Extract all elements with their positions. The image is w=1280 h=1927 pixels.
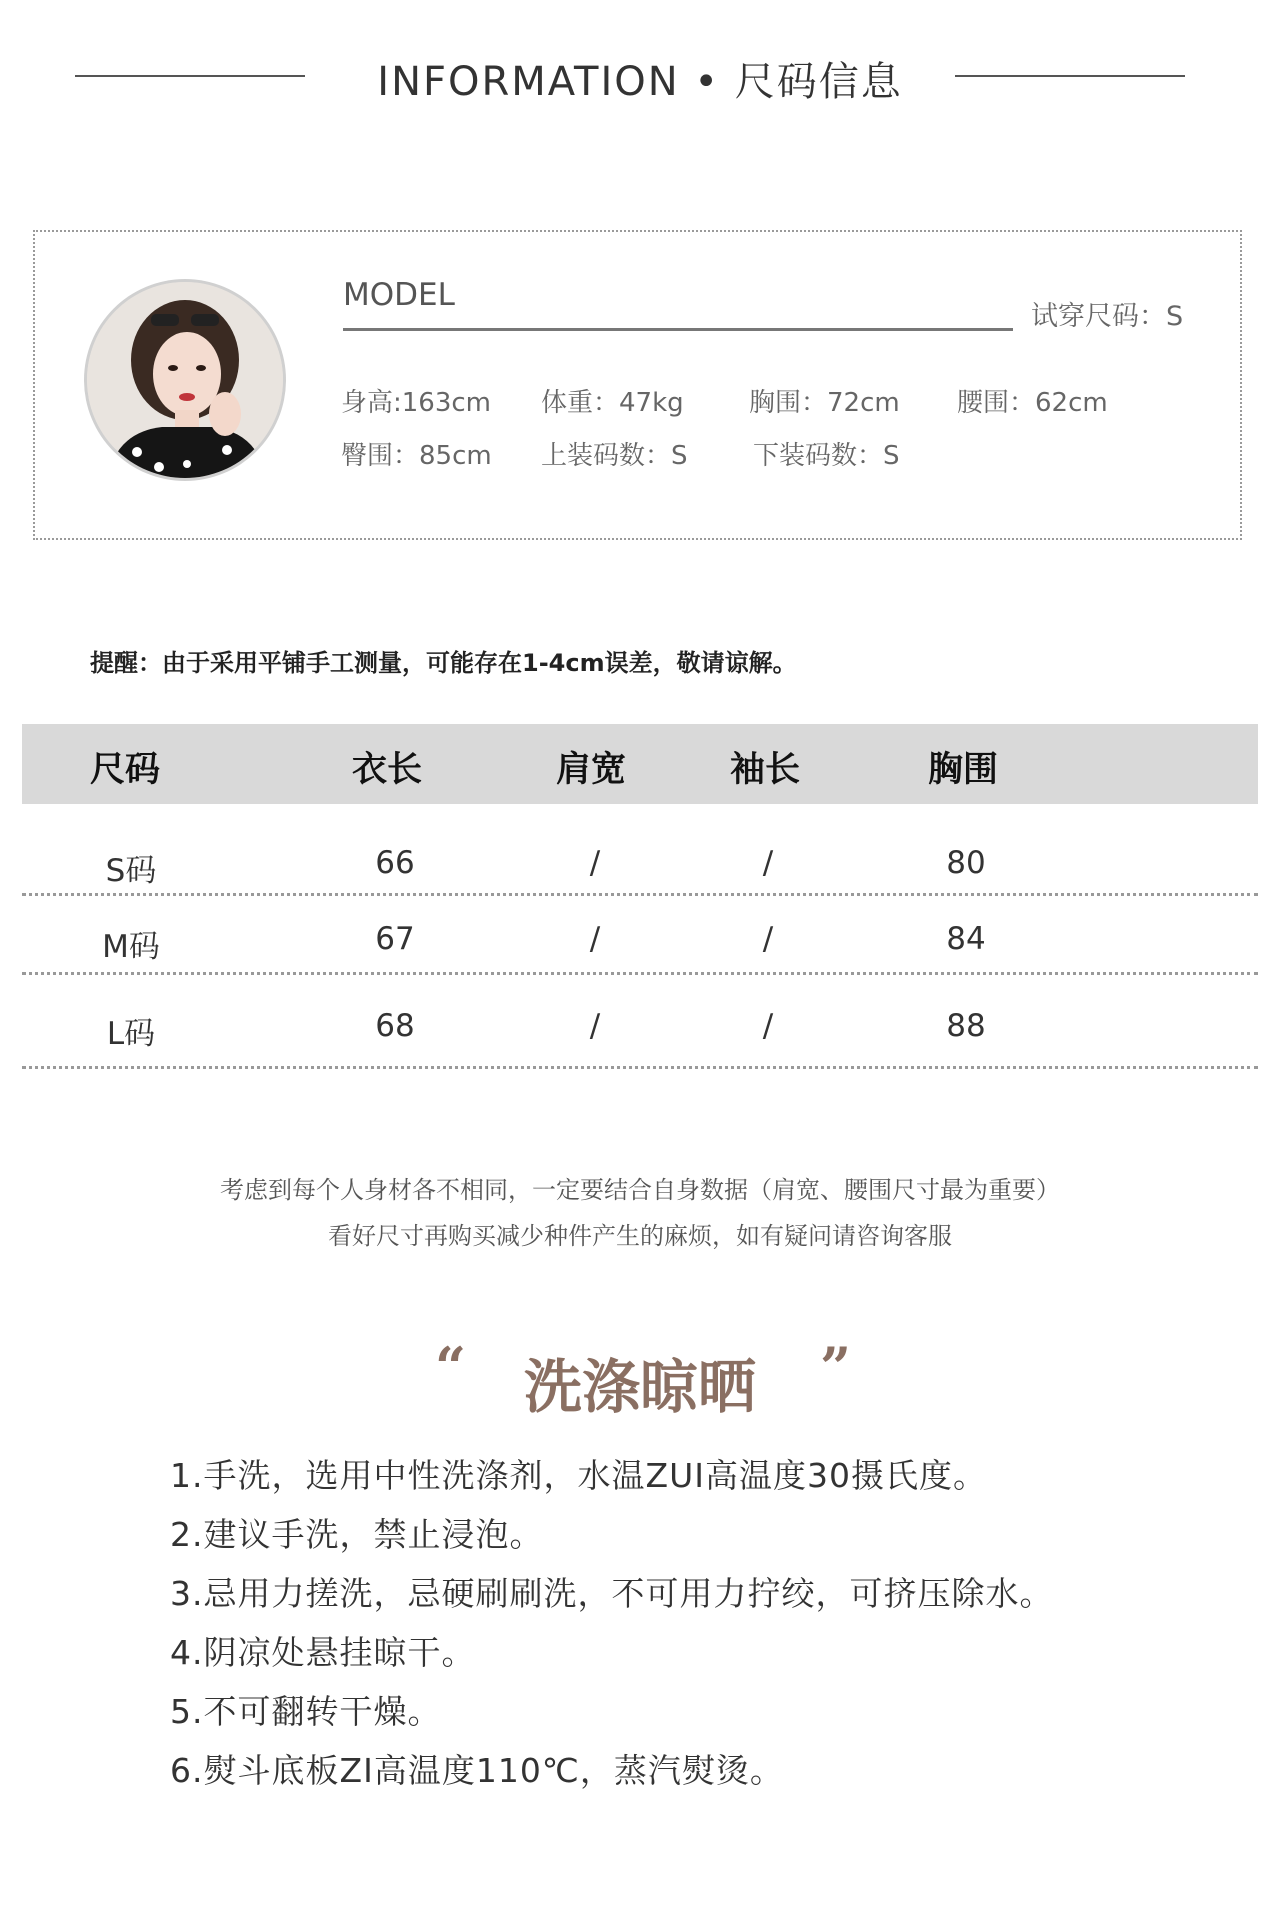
table-cell: M码 bbox=[102, 929, 160, 965]
trial-size: 试穿尺码：S bbox=[1031, 301, 1184, 332]
care-item: 5.不可翻转干燥。 bbox=[170, 1692, 442, 1731]
care-item: 1.手洗，选用中性洗涤剂，水温ZUI高温度30摄氏度。 bbox=[170, 1456, 987, 1495]
model-portrait-image bbox=[87, 282, 283, 478]
row-divider bbox=[22, 972, 1258, 975]
model-height: 身高:163cm bbox=[341, 388, 492, 418]
measurement-notice: 提醒：由于采用平铺手工测量，可能存在1-4cm误差，敬请谅解。 bbox=[90, 649, 797, 677]
model-top-size: 上装码数：S bbox=[541, 441, 688, 471]
table-cell: / bbox=[589, 921, 601, 957]
col-header-size: 尺码 bbox=[90, 750, 161, 790]
care-item: 3.忌用力搓洗，忌硬刷刷洗，不可用力拧绞，可挤压除水。 bbox=[170, 1574, 1054, 1613]
table-cell: L码 bbox=[106, 1016, 156, 1052]
care-title: 洗涤晾晒 bbox=[523, 1353, 756, 1421]
row-divider bbox=[22, 893, 1258, 896]
table-cell: / bbox=[762, 1008, 774, 1044]
col-header-shoulder: 肩宽 bbox=[556, 750, 627, 790]
table-cell: / bbox=[589, 845, 601, 881]
open-quote: “ bbox=[435, 1335, 467, 1399]
row-divider bbox=[22, 1066, 1258, 1069]
table-cell: 66 bbox=[375, 845, 415, 881]
col-header-length: 衣长 bbox=[352, 750, 423, 790]
care-item: 6.熨斗底板ZI高温度110℃，蒸汽熨烫。 bbox=[170, 1751, 784, 1790]
col-header-bust: 胸围 bbox=[928, 750, 999, 790]
model-hip: 臀围：85cm bbox=[341, 441, 492, 471]
table-cell: 68 bbox=[375, 1008, 415, 1044]
fit-advice-line-2: 看好尺寸再购买减少种件产生的麻烦，如有疑问请咨询客服 bbox=[328, 1222, 952, 1250]
close-quote: ” bbox=[820, 1335, 852, 1399]
care-item: 4.阴凉处悬挂晾干。 bbox=[170, 1633, 476, 1672]
table-cell: 88 bbox=[946, 1008, 986, 1044]
table-cell: / bbox=[762, 921, 774, 957]
table-cell: 80 bbox=[946, 845, 986, 881]
model-weight: 体重：47kg bbox=[541, 388, 684, 418]
size-table-header bbox=[22, 724, 1258, 804]
model-bust: 胸围：72cm bbox=[749, 388, 900, 418]
model-bottom-size: 下装码数：S bbox=[753, 441, 900, 471]
table-cell: / bbox=[589, 1008, 601, 1044]
col-header-sleeve: 袖长 bbox=[730, 750, 801, 790]
care-item: 2.建议手洗，禁止浸泡。 bbox=[170, 1515, 544, 1554]
model-avatar bbox=[87, 282, 283, 478]
model-info-card bbox=[33, 230, 1242, 540]
table-cell: / bbox=[762, 845, 774, 881]
model-heading-underline bbox=[343, 328, 1013, 331]
table-cell: 84 bbox=[946, 921, 986, 957]
table-cell: 67 bbox=[375, 921, 415, 957]
model-waist: 腰围：62cm bbox=[957, 388, 1108, 418]
model-heading: MODEL bbox=[343, 277, 455, 313]
page-title: INFORMATION • 尺码信息 bbox=[377, 59, 903, 105]
fit-advice-line-1: 考虑到每个人身材各不相同，一定要结合自身数据（肩宽、腰围尺寸最为重要） bbox=[220, 1176, 1060, 1204]
table-cell: S码 bbox=[105, 853, 157, 889]
